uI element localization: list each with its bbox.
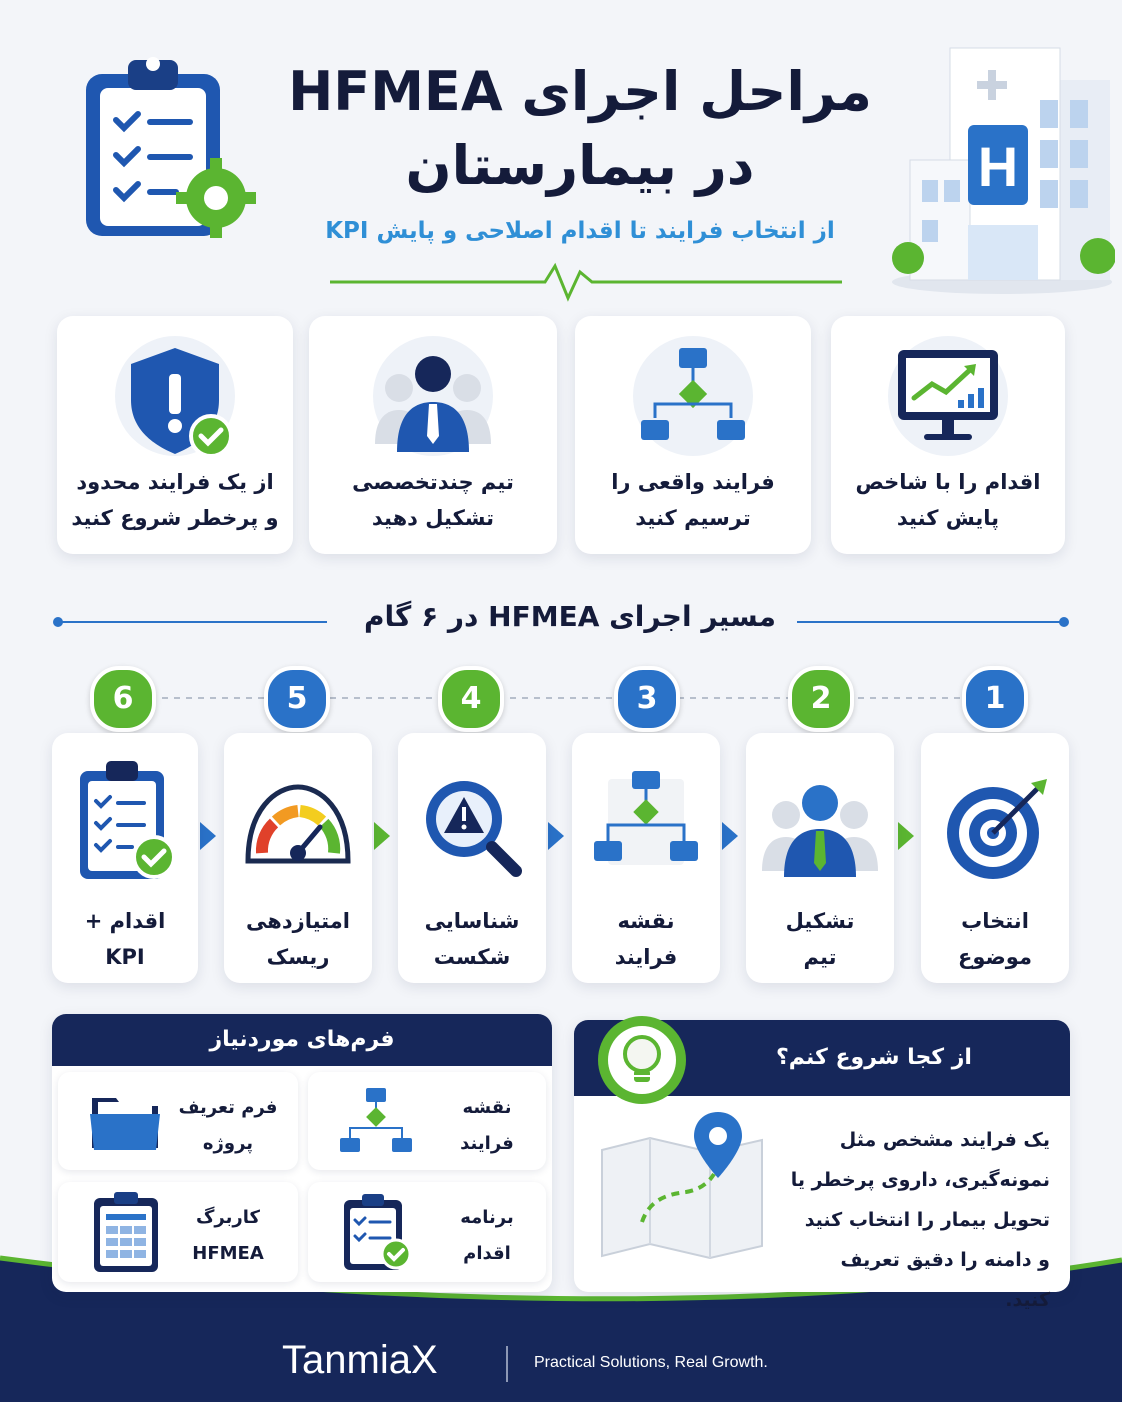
step-arrow <box>548 822 564 850</box>
folder-icon <box>88 1088 162 1154</box>
step-label: تشکیل تیم <box>785 909 855 969</box>
feature-card-team <box>309 316 557 554</box>
step-badge-5: 5 <box>264 666 330 732</box>
footer-divider <box>506 1346 508 1382</box>
clipboard-check-icon <box>338 1192 420 1274</box>
heartbeat-divider <box>330 262 842 302</box>
team-icon <box>758 781 882 881</box>
footer-brand: TanmiaX <box>282 1338 438 1382</box>
step-label: انتخاب موضوع <box>958 909 1032 969</box>
form-label: برنامه اقدام <box>460 1207 514 1264</box>
form-label: کاربرگ HFMEA <box>192 1207 264 1264</box>
page-title: مراحل اجرای HFMEA در بیمارستان <box>288 60 872 197</box>
step-arrow <box>200 822 216 850</box>
feature-card-monitor <box>831 316 1065 554</box>
start-title: از کجا شروع کنم؟ <box>776 1045 972 1070</box>
step-card-4 <box>398 733 546 983</box>
steps-title: مسیر اجرای HFMEA در ۶ گام <box>363 600 777 633</box>
step-badge-1: 1 <box>962 666 1028 732</box>
step-card-3 <box>572 733 720 983</box>
step-badge-4: 4 <box>438 666 504 732</box>
team-icon <box>371 340 495 460</box>
feature-label: تیم چندتخصصی تشکیل دهید <box>352 470 514 530</box>
forms-title: فرم‌های موردنیاز <box>52 1014 552 1066</box>
step-badge-6: 6 <box>90 666 156 732</box>
page-subtitle: از انتخاب فرایند تا اقدام اصلاحی و پایش KPI <box>325 218 835 244</box>
clipboard-check-icon <box>74 757 182 887</box>
step-card-2 <box>746 733 894 983</box>
start-text: یک فرایند مشخص مثل نمونه‌گیری، داروی پرخطر یا تحویل بیمار را انتخاب کنید و دامنه را دقیق تعریف کنید. <box>790 1129 1050 1311</box>
form-label: فرم تعریف پروژه <box>178 1097 278 1154</box>
step-label: شناسایی شکست <box>424 909 520 969</box>
step-label: نقشه فرایند <box>614 909 678 969</box>
feature-label: فرایند واقعی را ترسیم کنید <box>611 470 775 530</box>
clipboard-gear-icon <box>78 50 258 245</box>
map-pin-icon <box>594 1112 770 1264</box>
flowchart-icon <box>590 769 702 881</box>
svg-text:H: H <box>977 135 1019 198</box>
step-label: اقدام + KPI <box>84 909 166 969</box>
form-card-project-definition <box>58 1072 298 1170</box>
hospital-building-icon <box>890 30 1115 295</box>
lightbulb-icon <box>596 1014 688 1106</box>
gauge-icon <box>240 779 356 869</box>
form-card-hfmea-worksheet <box>58 1182 298 1282</box>
form-card-action-plan <box>308 1182 546 1282</box>
step-arrow <box>898 822 914 850</box>
form-label: نقشه فرایند <box>460 1097 514 1154</box>
step-label: امتیازدهی ریسک <box>246 909 350 969</box>
step-badge-2: 2 <box>788 666 854 732</box>
step-card-1 <box>921 733 1069 983</box>
flowchart-icon <box>633 342 753 458</box>
flowchart-icon <box>336 1086 416 1158</box>
feature-label: اقدام را با شاخص پایش کنید <box>855 470 1041 530</box>
step-arrow <box>722 822 738 850</box>
feature-card-start-small <box>57 316 293 554</box>
magnifier-alert-icon <box>416 771 528 883</box>
step-card-5 <box>224 733 372 983</box>
step-card-6 <box>52 733 198 983</box>
shield-alert-check-icon <box>115 340 235 460</box>
step-arrow <box>374 822 390 850</box>
footer-tagline: Practical Solutions, Real Growth. <box>534 1354 768 1371</box>
target-icon <box>943 773 1053 883</box>
monitor-chart-icon <box>888 344 1008 454</box>
worksheet-icon <box>88 1190 168 1276</box>
form-card-process-map <box>308 1072 546 1170</box>
feature-label: از یک فرایند محدود و پرخطر شروع کنید <box>71 470 279 530</box>
feature-card-map-process <box>575 316 811 554</box>
step-badge-3: 3 <box>614 666 680 732</box>
